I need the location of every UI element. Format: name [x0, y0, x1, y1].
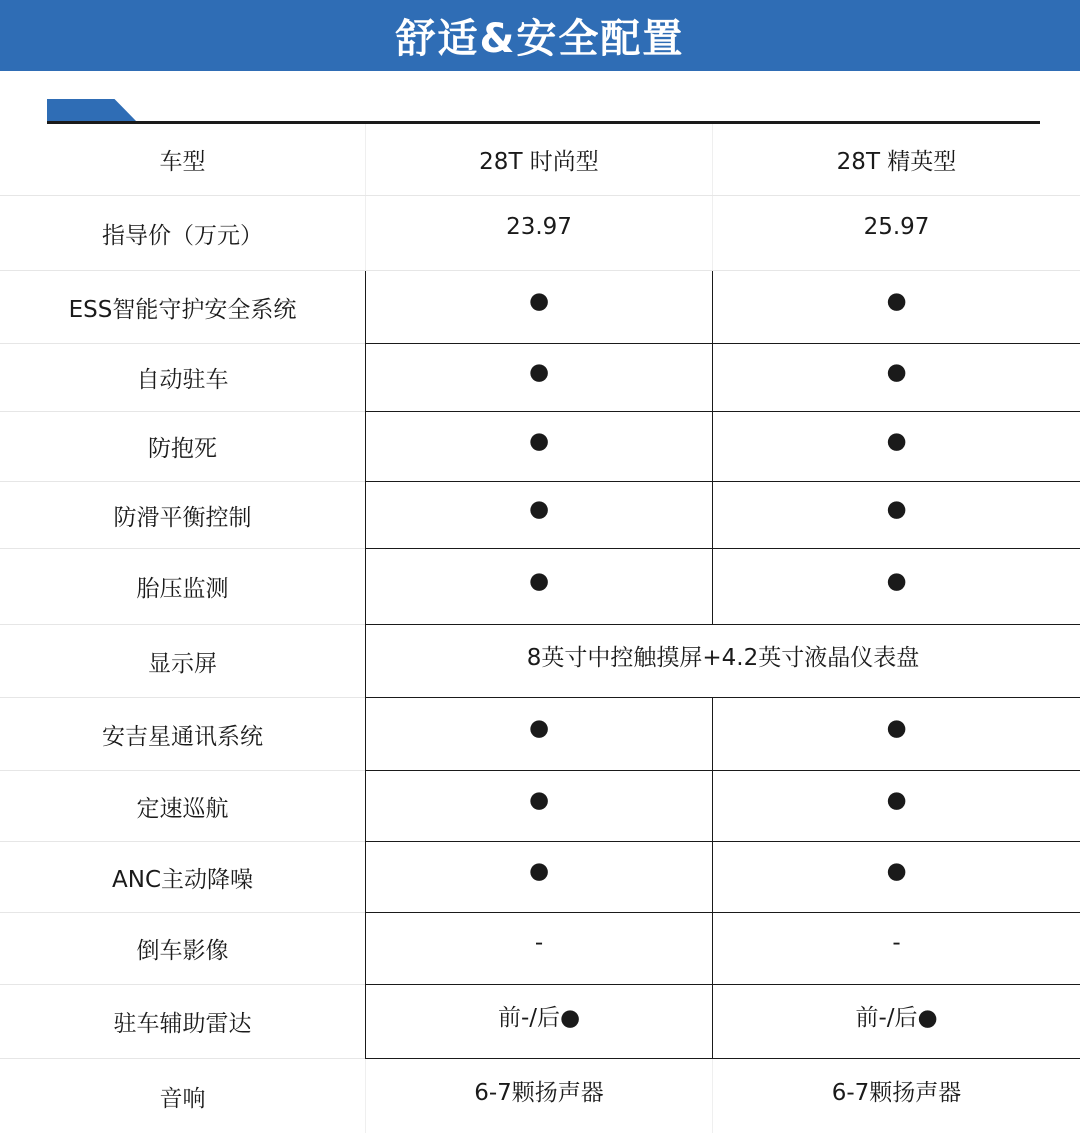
row-value-trim-1: -	[365, 913, 712, 984]
row-value-trim-1: ●	[365, 842, 712, 912]
row-label: 音响	[159, 1085, 206, 1112]
table-row	[0, 271, 1080, 344]
row-label: 胎压监测	[136, 576, 229, 602]
row-value-trim-1: 23.97	[365, 196, 712, 270]
row-label: 指导价（万元）	[102, 222, 263, 249]
row-value-trim-2: ●	[712, 842, 1080, 912]
row-value-trim-1: 前-/后●	[365, 985, 712, 1058]
row-value-trim-1: ●	[365, 271, 712, 343]
row-value-trim-1: 6-7颗扬声器	[365, 1059, 712, 1133]
spec-table	[0, 124, 1080, 1133]
row-value-trim-2: 前-/后●	[712, 985, 1080, 1058]
row-value-trim-1: ●	[365, 344, 712, 411]
table-row	[0, 985, 1080, 1059]
row-value-trim-1: ●	[365, 698, 712, 770]
row-label: ANC主动降噪	[112, 866, 253, 893]
table-row	[0, 698, 1080, 771]
row-value-trim-1: ●	[365, 549, 712, 624]
row-value-trim-2: ●	[712, 271, 1080, 343]
table-row	[0, 842, 1080, 913]
table-header-row	[0, 124, 1080, 196]
header-model: 车型	[159, 149, 206, 175]
row-label: 驻车辅助雷达	[113, 1011, 252, 1037]
row-label: 防抱死	[148, 436, 217, 462]
row-value-trim-2: 6-7颗扬声器	[712, 1059, 1080, 1133]
row-value-trim-2: ●	[712, 549, 1080, 624]
table-row	[0, 549, 1080, 625]
row-value-trim-2: -	[712, 913, 1080, 984]
table-row	[0, 1059, 1080, 1133]
table-row	[0, 771, 1080, 842]
row-label: ESS智能守护安全系统	[68, 296, 297, 323]
table-row	[0, 482, 1080, 549]
row-value-trim-2: ●	[712, 482, 1080, 548]
table-row	[0, 344, 1080, 412]
row-value-trim-2: ●	[712, 412, 1080, 481]
row-label: 自动驻车	[136, 367, 229, 393]
row-label: 显示屏	[148, 650, 217, 677]
row-value-trim-1: ●	[365, 482, 712, 548]
page-title: 舒适&安全配置	[395, 16, 685, 62]
row-value-trim-2: ●	[712, 771, 1080, 841]
table-row	[0, 196, 1080, 271]
row-value-trim-2: ●	[712, 344, 1080, 411]
row-value-trim-1: ●	[365, 412, 712, 481]
table-row	[0, 412, 1080, 482]
title-banner	[0, 0, 1080, 71]
table-row	[0, 913, 1080, 985]
row-label: 安吉星通讯系统	[102, 723, 263, 750]
row-label: 定速巡航	[136, 795, 229, 822]
row-value-trim-1: ●	[365, 771, 712, 841]
row-value-trim-2: 25.97	[712, 196, 1080, 270]
table-row	[0, 625, 1080, 698]
row-label: 倒车影像	[136, 938, 229, 964]
header-trim-1: 28T 时尚型	[365, 124, 712, 195]
section-tab-decoration	[47, 99, 137, 122]
header-trim-2: 28T 精英型	[712, 124, 1080, 195]
row-label: 防滑平衡控制	[113, 504, 252, 531]
row-value-merged: 8英寸中控触摸屏+4.2英寸液晶仪表盘	[365, 625, 1080, 697]
row-value-trim-2: ●	[712, 698, 1080, 770]
